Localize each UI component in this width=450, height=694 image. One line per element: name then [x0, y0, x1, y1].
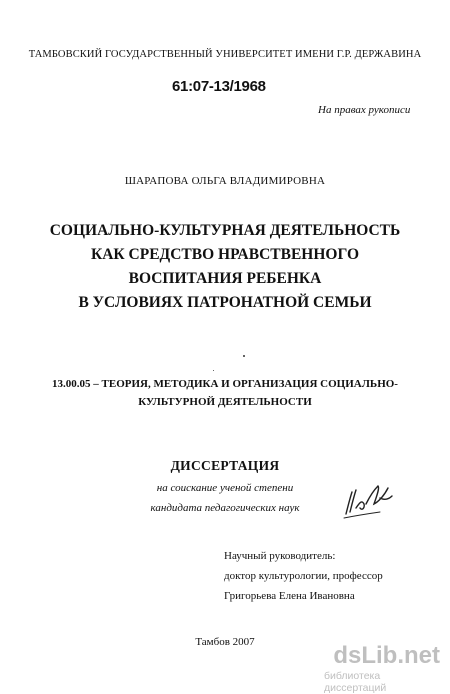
- dissertation-heading: ДИССЕРТАЦИЯ: [170, 458, 280, 473]
- scientific-advisor: [224, 546, 383, 606]
- advisor-line: Научный руководитель:: [224, 550, 336, 562]
- university-name: ТАМБОВСКИЙ ГОСУДАРСТВЕННЫЙ УНИВЕРСИТЕТ ИМЕНИ Г.Р. ДЕРЖАВИНА: [28, 49, 422, 60]
- rights-note: На правах рукописи: [318, 104, 411, 116]
- title-line: В УСЛОВИЯХ ПАТРОНАТНОЙ СЕМЬИ: [78, 294, 372, 311]
- speck-mark: [243, 355, 245, 357]
- city-year: Тамбов 2007: [195, 636, 255, 648]
- watermark-logo: dsLib.net: [333, 642, 440, 669]
- specialty-line: 13.00.05 – ТЕОРИЯ, МЕТОДИКА И ОРГАНИЗАЦИЯ СОЦИАЛЬНО-: [52, 378, 398, 390]
- title-line: ВОСПИТАНИЯ РЕБЕНКА: [128, 270, 322, 287]
- advisor-line: доктор культурологии, профессор: [224, 570, 383, 582]
- dissertation-title: [0, 219, 450, 315]
- speck-mark: [213, 370, 214, 371]
- specialty-line: КУЛЬТУРНОЙ ДЕЯТЕЛЬНОСТИ: [138, 396, 312, 408]
- author-name: ШАРАПОВА ОЛЬГА ВЛАДИМИРОВНА: [124, 175, 326, 187]
- degree-line: на соискание ученой степени: [156, 482, 294, 494]
- advisor-line: Григорьева Елена Ивановна: [224, 590, 355, 602]
- title-line: СОЦИАЛЬНО-КУЛЬТУРНАЯ ДЕЯТЕЛЬНОСТЬ: [49, 222, 401, 239]
- title-line: КАК СРЕДСТВО НРАВСТВЕННОГО: [91, 246, 359, 263]
- handwritten-signature: [340, 478, 396, 522]
- dslib-watermark[interactable]: [324, 642, 446, 694]
- archive-code: 61:07-13/1968: [172, 78, 266, 95]
- watermark-subtitle: библиотека диссертаций: [324, 670, 387, 694]
- specialty: [0, 375, 450, 411]
- degree-line: кандидата педагогических наук: [150, 502, 300, 514]
